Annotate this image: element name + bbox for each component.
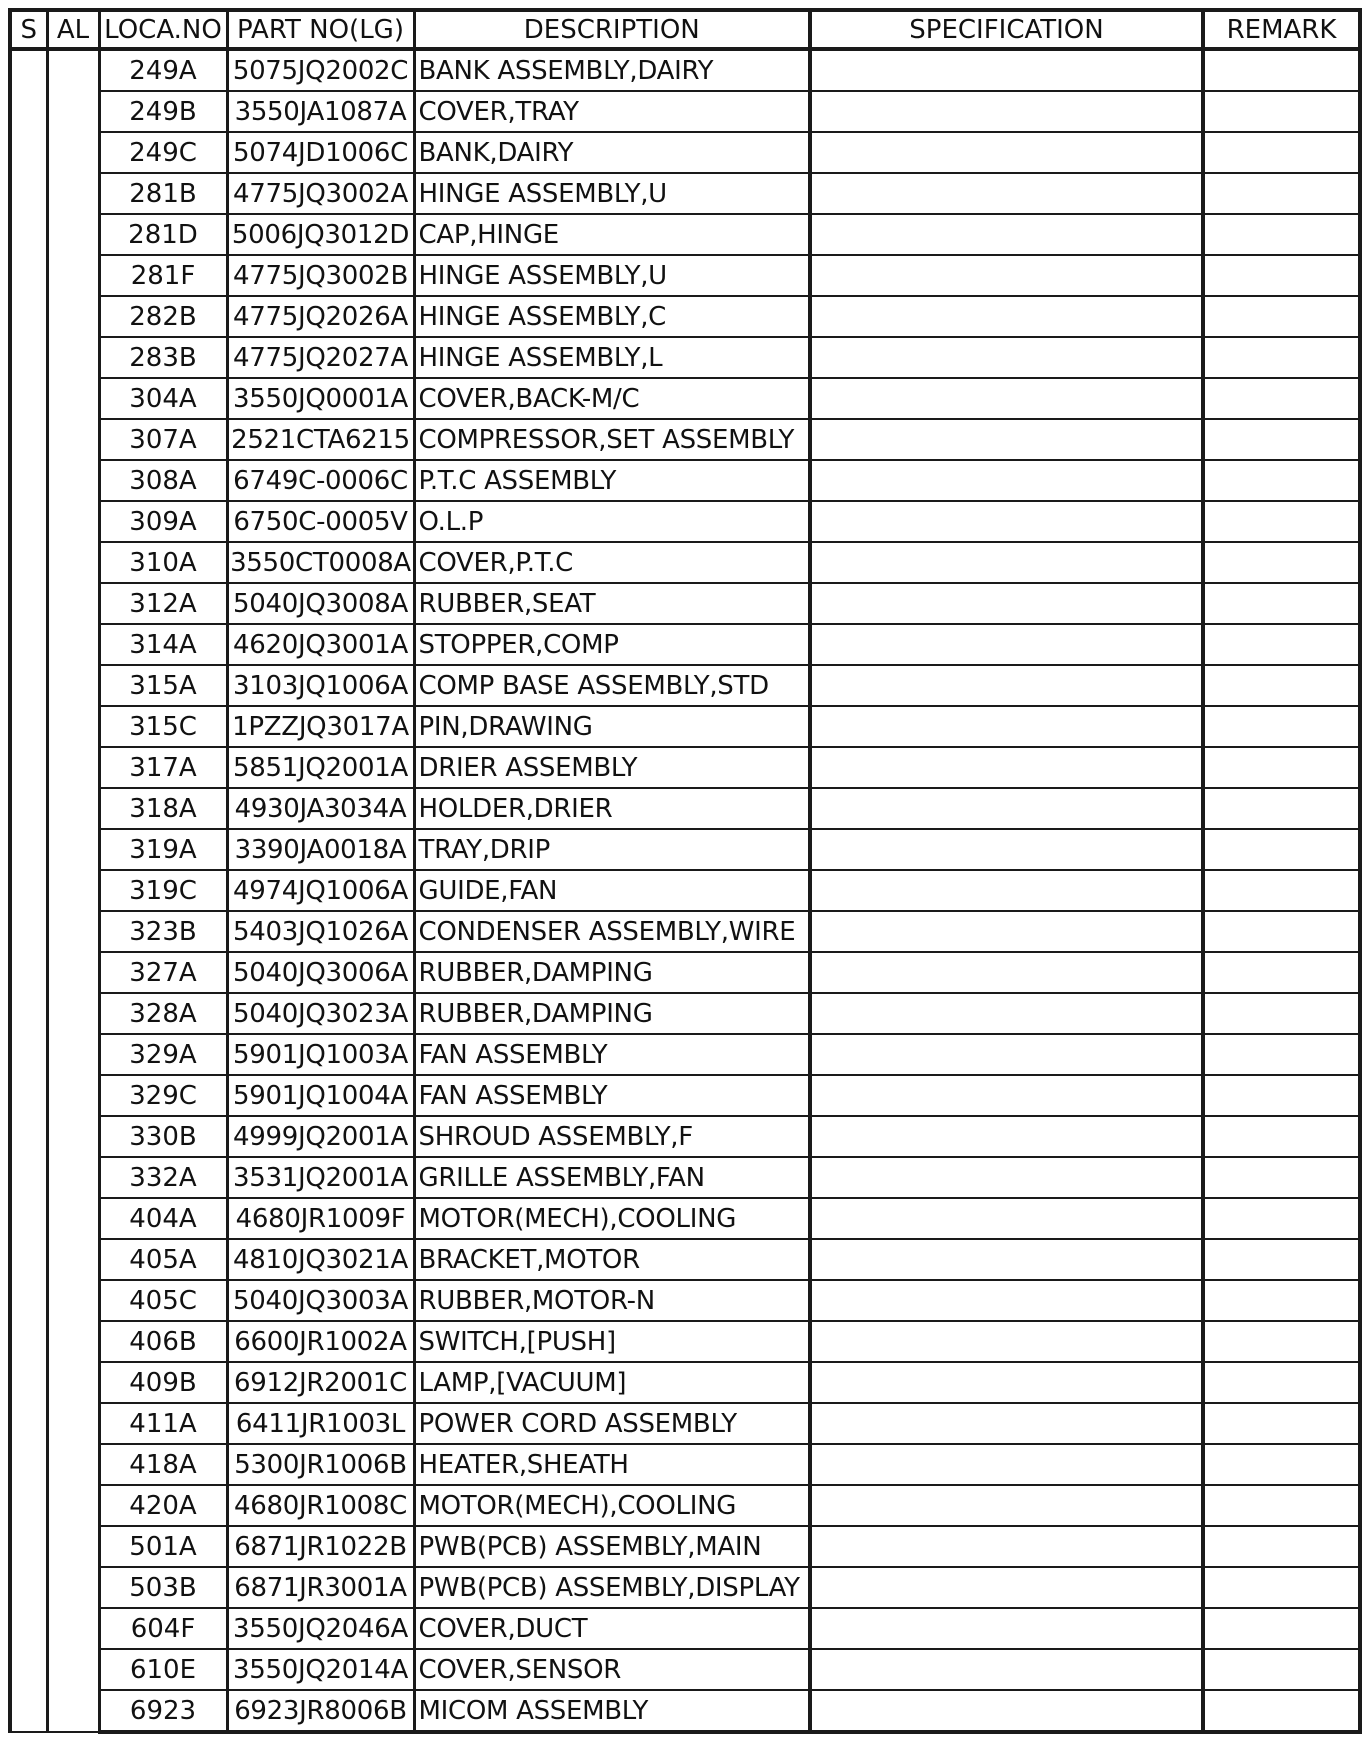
description-cell: SHROUD ASSEMBLY,F [414, 1116, 810, 1157]
specification-cell [810, 1403, 1203, 1444]
description-cell: STOPPER,COMP [414, 624, 810, 665]
remark-cell [1203, 337, 1360, 378]
table-row [10, 706, 1360, 747]
part-no-cell: 5851JQ2001A [227, 747, 414, 788]
remark-cell [1203, 1649, 1360, 1690]
part-no-cell: 3550JA1087A [227, 91, 414, 132]
table-row [10, 91, 1360, 132]
part-no-cell: 3390JA0018A [227, 829, 414, 870]
loca-no-cell: 282B [99, 296, 227, 337]
remark-cell [1203, 665, 1360, 706]
part-no-cell: 6750C-0005V [227, 501, 414, 542]
part-no-cell: 5074JD1006C [227, 132, 414, 173]
remark-cell [1203, 1362, 1360, 1403]
description-cell: MICOM ASSEMBLY [414, 1690, 810, 1732]
table-row [10, 1280, 1360, 1321]
remark-cell [1203, 1321, 1360, 1362]
specification-cell [810, 706, 1203, 747]
loca-no-cell: 409B [99, 1362, 227, 1403]
specification-cell [810, 993, 1203, 1034]
remark-cell [1203, 1280, 1360, 1321]
loca-no-cell: 281F [99, 255, 227, 296]
header-part-no: PART NO(LG) [227, 10, 414, 49]
table-row [10, 870, 1360, 911]
part-no-cell: 6871JR3001A [227, 1567, 414, 1608]
remark-cell [1203, 132, 1360, 173]
part-no-cell: 4775JQ2027A [227, 337, 414, 378]
specification-cell [810, 91, 1203, 132]
description-cell: HINGE ASSEMBLY,U [414, 173, 810, 214]
loca-no-cell: 308A [99, 460, 227, 501]
loca-no-cell: 309A [99, 501, 227, 542]
table-row [10, 1526, 1360, 1567]
part-no-cell: 5403JQ1026A [227, 911, 414, 952]
specification-cell [810, 1157, 1203, 1198]
description-cell: FAN ASSEMBLY [414, 1034, 810, 1075]
description-cell: HINGE ASSEMBLY,C [414, 296, 810, 337]
description-cell: COVER,TRAY [414, 91, 810, 132]
table-row [10, 1239, 1360, 1280]
specification-cell [810, 501, 1203, 542]
table-row [10, 255, 1360, 296]
specification-cell [810, 460, 1203, 501]
remark-cell [1203, 829, 1360, 870]
table-row [10, 993, 1360, 1034]
remark-cell [1203, 624, 1360, 665]
loca-no-cell: 314A [99, 624, 227, 665]
remark-cell [1203, 1034, 1360, 1075]
remark-cell [1203, 460, 1360, 501]
loca-no-cell: 610E [99, 1649, 227, 1690]
loca-no-cell: 249A [99, 49, 227, 91]
header-row [10, 10, 1360, 49]
remark-cell [1203, 1485, 1360, 1526]
remark-cell [1203, 255, 1360, 296]
description-cell: COVER,DUCT [414, 1608, 810, 1649]
specification-cell [810, 1075, 1203, 1116]
remark-cell [1203, 1198, 1360, 1239]
loca-no-cell: 281B [99, 173, 227, 214]
description-cell: RUBBER,SEAT [414, 583, 810, 624]
table-row [10, 1321, 1360, 1362]
loca-no-cell: 328A [99, 993, 227, 1034]
part-no-cell: 6600JR1002A [227, 1321, 414, 1362]
description-cell: HEATER,SHEATH [414, 1444, 810, 1485]
loca-no-cell: 330B [99, 1116, 227, 1157]
table-row [10, 1116, 1360, 1157]
table-row [10, 1567, 1360, 1608]
specification-cell [810, 378, 1203, 419]
description-cell: COVER,BACK-M/C [414, 378, 810, 419]
specification-cell [810, 1116, 1203, 1157]
description-cell: MOTOR(MECH),COOLING [414, 1198, 810, 1239]
table-row [10, 337, 1360, 378]
specification-cell [810, 1198, 1203, 1239]
description-cell: PWB(PCB) ASSEMBLY,MAIN [414, 1526, 810, 1567]
part-no-cell: 3550JQ2014A [227, 1649, 414, 1690]
al-column-cell [47, 49, 99, 1732]
part-no-cell: 3550CT0008A [227, 542, 414, 583]
remark-cell [1203, 1075, 1360, 1116]
part-no-cell: 4810JQ3021A [227, 1239, 414, 1280]
loca-no-cell: 249C [99, 132, 227, 173]
description-cell: RUBBER,DAMPING [414, 952, 810, 993]
header-description: DESCRIPTION [414, 10, 810, 49]
header-s: S [10, 10, 47, 49]
part-no-cell: 6871JR1022B [227, 1526, 414, 1567]
remark-cell [1203, 1239, 1360, 1280]
loca-no-cell: 307A [99, 419, 227, 460]
specification-cell [810, 1608, 1203, 1649]
parts-rows [10, 49, 1360, 1732]
specification-cell [810, 173, 1203, 214]
loca-no-cell: 406B [99, 1321, 227, 1362]
specification-cell [810, 1690, 1203, 1732]
description-cell: HINGE ASSEMBLY,U [414, 255, 810, 296]
specification-cell [810, 624, 1203, 665]
specification-cell [810, 1362, 1203, 1403]
remark-cell [1203, 419, 1360, 460]
remark-cell [1203, 583, 1360, 624]
table-row [10, 1485, 1360, 1526]
description-cell: CAP,HINGE [414, 214, 810, 255]
parts-list-sheet [8, 8, 1362, 1734]
part-no-cell: 3550JQ2046A [227, 1608, 414, 1649]
loca-no-cell: 312A [99, 583, 227, 624]
remark-cell [1203, 870, 1360, 911]
specification-cell [810, 1526, 1203, 1567]
remark-cell [1203, 49, 1360, 91]
part-no-cell: 4999JQ2001A [227, 1116, 414, 1157]
specification-cell [810, 296, 1203, 337]
table-row [10, 214, 1360, 255]
remark-cell [1203, 173, 1360, 214]
loca-no-cell: 404A [99, 1198, 227, 1239]
table-row [10, 501, 1360, 542]
specification-cell [810, 1567, 1203, 1608]
remark-cell [1203, 378, 1360, 419]
loca-no-cell: 283B [99, 337, 227, 378]
part-no-cell: 4775JQ3002A [227, 173, 414, 214]
remark-cell [1203, 911, 1360, 952]
description-cell: BANK ASSEMBLY,DAIRY [414, 49, 810, 91]
remark-cell [1203, 952, 1360, 993]
table-row [10, 460, 1360, 501]
remark-cell [1203, 993, 1360, 1034]
table-row [10, 1075, 1360, 1116]
specification-cell [810, 542, 1203, 583]
loca-no-cell: 411A [99, 1403, 227, 1444]
description-cell: COVER,P.T.C [414, 542, 810, 583]
part-no-cell: 1PZZJQ3017A [227, 706, 414, 747]
table-row [10, 665, 1360, 706]
part-no-cell: 4680JR1008C [227, 1485, 414, 1526]
table-row [10, 1198, 1360, 1239]
remark-cell [1203, 1116, 1360, 1157]
description-cell: HOLDER,DRIER [414, 788, 810, 829]
loca-no-cell: 317A [99, 747, 227, 788]
remark-cell [1203, 706, 1360, 747]
specification-cell [810, 337, 1203, 378]
part-no-cell: 4620JQ3001A [227, 624, 414, 665]
loca-no-cell: 310A [99, 542, 227, 583]
part-no-cell: 5040JQ3008A [227, 583, 414, 624]
description-cell: LAMP,[VACUUM] [414, 1362, 810, 1403]
loca-no-cell: 329A [99, 1034, 227, 1075]
remark-cell [1203, 214, 1360, 255]
table-row [10, 542, 1360, 583]
remark-cell [1203, 1526, 1360, 1567]
part-no-cell: 3103JQ1006A [227, 665, 414, 706]
description-cell: BANK,DAIRY [414, 132, 810, 173]
specification-cell [810, 952, 1203, 993]
remark-cell [1203, 91, 1360, 132]
specification-cell [810, 419, 1203, 460]
parts-list-table [8, 8, 1362, 1734]
part-no-cell: 5075JQ2002C [227, 49, 414, 91]
remark-cell [1203, 1157, 1360, 1198]
description-cell: DRIER ASSEMBLY [414, 747, 810, 788]
table-row [10, 583, 1360, 624]
remark-cell [1203, 501, 1360, 542]
table-row [10, 952, 1360, 993]
header-loca-no: LOCA.NO [99, 10, 227, 49]
description-cell: MOTOR(MECH),COOLING [414, 1485, 810, 1526]
loca-no-cell: 405A [99, 1239, 227, 1280]
remark-cell [1203, 1444, 1360, 1485]
loca-no-cell: 315C [99, 706, 227, 747]
table-row [10, 829, 1360, 870]
part-no-cell: 4930JA3034A [227, 788, 414, 829]
table-row [10, 747, 1360, 788]
table-row [10, 1690, 1360, 1732]
part-no-cell: 6912JR2001C [227, 1362, 414, 1403]
loca-no-cell: 604F [99, 1608, 227, 1649]
table-row [10, 1444, 1360, 1485]
loca-no-cell: 501A [99, 1526, 227, 1567]
part-no-cell: 5040JQ3003A [227, 1280, 414, 1321]
table-row [10, 49, 1360, 91]
part-no-cell: 5300JR1006B [227, 1444, 414, 1485]
loca-no-cell: 319C [99, 870, 227, 911]
description-cell: POWER CORD ASSEMBLY [414, 1403, 810, 1444]
description-cell: RUBBER,MOTOR-N [414, 1280, 810, 1321]
description-cell: SWITCH,[PUSH] [414, 1321, 810, 1362]
specification-cell [810, 1321, 1203, 1362]
loca-no-cell: 315A [99, 665, 227, 706]
header-specification: SPECIFICATION [810, 10, 1203, 49]
remark-cell [1203, 1403, 1360, 1444]
loca-no-cell: 281D [99, 214, 227, 255]
specification-cell [810, 747, 1203, 788]
table-row [10, 1157, 1360, 1198]
loca-no-cell: 418A [99, 1444, 227, 1485]
specification-cell [810, 1485, 1203, 1526]
part-no-cell: 6411JR1003L [227, 1403, 414, 1444]
description-cell: GUIDE,FAN [414, 870, 810, 911]
part-no-cell: 5040JQ3023A [227, 993, 414, 1034]
loca-no-cell: 319A [99, 829, 227, 870]
part-no-cell: 6923JR8006B [227, 1690, 414, 1732]
description-cell: COVER,SENSOR [414, 1649, 810, 1690]
remark-cell [1203, 1690, 1360, 1732]
specification-cell [810, 132, 1203, 173]
specification-cell [810, 788, 1203, 829]
description-cell: PIN,DRAWING [414, 706, 810, 747]
part-no-cell: 5040JQ3006A [227, 952, 414, 993]
table-row [10, 419, 1360, 460]
table-row [10, 1034, 1360, 1075]
loca-no-cell: 323B [99, 911, 227, 952]
part-no-cell: 4775JQ2026A [227, 296, 414, 337]
specification-cell [810, 255, 1203, 296]
description-cell: RUBBER,DAMPING [414, 993, 810, 1034]
table-row [10, 911, 1360, 952]
description-cell: TRAY,DRIP [414, 829, 810, 870]
specification-cell [810, 214, 1203, 255]
description-cell: FAN ASSEMBLY [414, 1075, 810, 1116]
description-cell: COMP BASE ASSEMBLY,STD [414, 665, 810, 706]
description-cell: CONDENSER ASSEMBLY,WIRE [414, 911, 810, 952]
description-cell: O.L.P [414, 501, 810, 542]
remark-cell [1203, 542, 1360, 583]
s-column-cell [10, 49, 47, 1732]
part-no-cell: 4974JQ1006A [227, 870, 414, 911]
header-al: AL [47, 10, 99, 49]
specification-cell [810, 911, 1203, 952]
specification-cell [810, 665, 1203, 706]
remark-cell [1203, 296, 1360, 337]
specification-cell [810, 1444, 1203, 1485]
table-row [10, 1608, 1360, 1649]
description-cell: GRILLE ASSEMBLY,FAN [414, 1157, 810, 1198]
part-no-cell: 6749C-0006C [227, 460, 414, 501]
part-no-cell: 4775JQ3002B [227, 255, 414, 296]
part-no-cell: 5006JQ3012D [227, 214, 414, 255]
remark-cell [1203, 1567, 1360, 1608]
table-row [10, 1649, 1360, 1690]
loca-no-cell: 405C [99, 1280, 227, 1321]
loca-no-cell: 6923 [99, 1690, 227, 1732]
loca-no-cell: 329C [99, 1075, 227, 1116]
table-row [10, 1362, 1360, 1403]
part-no-cell: 5901JQ1003A [227, 1034, 414, 1075]
loca-no-cell: 249B [99, 91, 227, 132]
table-row [10, 788, 1360, 829]
description-cell: P.T.C ASSEMBLY [414, 460, 810, 501]
remark-cell [1203, 1608, 1360, 1649]
table-row [10, 1403, 1360, 1444]
specification-cell [810, 1649, 1203, 1690]
table-row [10, 624, 1360, 665]
table-row [10, 378, 1360, 419]
remark-cell [1203, 788, 1360, 829]
loca-no-cell: 332A [99, 1157, 227, 1198]
remark-cell [1203, 747, 1360, 788]
table-row [10, 173, 1360, 214]
description-cell: HINGE ASSEMBLY,L [414, 337, 810, 378]
header-remark: REMARK [1203, 10, 1360, 49]
part-no-cell: 3550JQ0001A [227, 378, 414, 419]
specification-cell [810, 49, 1203, 91]
specification-cell [810, 829, 1203, 870]
description-cell: BRACKET,MOTOR [414, 1239, 810, 1280]
specification-cell [810, 1280, 1203, 1321]
part-no-cell: 5901JQ1004A [227, 1075, 414, 1116]
description-cell: COMPRESSOR,SET ASSEMBLY [414, 419, 810, 460]
loca-no-cell: 318A [99, 788, 227, 829]
specification-cell [810, 870, 1203, 911]
specification-cell [810, 1034, 1203, 1075]
part-no-cell: 3531JQ2001A [227, 1157, 414, 1198]
part-no-cell: 4680JR1009F [227, 1198, 414, 1239]
description-cell: PWB(PCB) ASSEMBLY,DISPLAY [414, 1567, 810, 1608]
table-row [10, 132, 1360, 173]
part-no-cell: 2521CTA6215 [227, 419, 414, 460]
specification-cell [810, 1239, 1203, 1280]
loca-no-cell: 327A [99, 952, 227, 993]
loca-no-cell: 503B [99, 1567, 227, 1608]
loca-no-cell: 304A [99, 378, 227, 419]
specification-cell [810, 583, 1203, 624]
loca-no-cell: 420A [99, 1485, 227, 1526]
table-row [10, 296, 1360, 337]
